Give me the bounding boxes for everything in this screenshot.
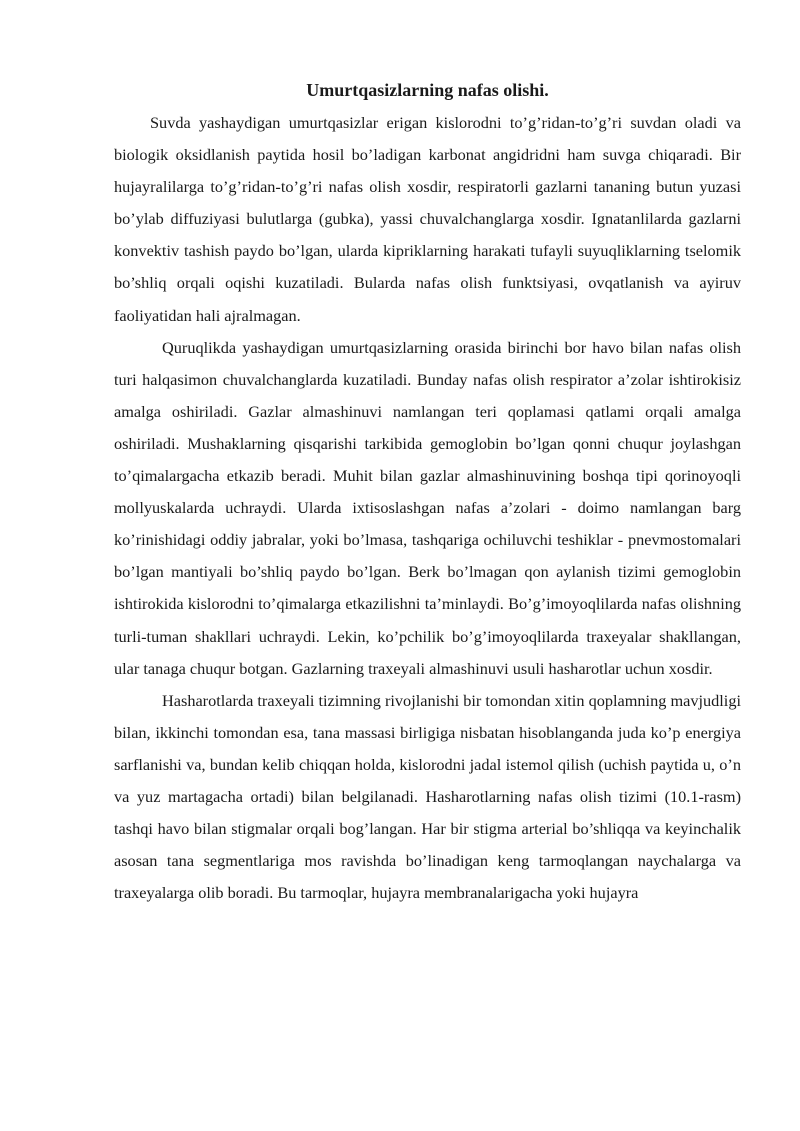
paragraph-aquatic-respiration: Suvda yashaydigan umurtqasizlar erigan kislorodni to’g’ridan-to’g’ri suvdan oladi va biologik oksidlanish paytida hosil bo’ladigan karbonat angidridni ham suvga chiqaradi. Bir hujayralilarga to’g’ridan-to’g’ri nafas olish xosdir, respiratorli gazlarni tananing butun yuzasi bo’ylab diffuziyasi bulutlarga (gubka), yassi chuvalchanglarga xosdir. Ignatanlilarda gazlarni konvektiv tashish paydo bo’lgan, ularda kipriklarning harakati tufayli suyuqliklarning tselomik bo’shliq orqali oqishi kuzatiladi. Bularda nafas olish funktsiyasi, ovqatlanish va ayiruv faoliyatidan hali ajralmagan. — [114, 113, 741, 325]
paragraph-terrestrial-respiration: Quruqlikda yashaydigan umurtqasizlarning orasida birinchi bor havo bilan nafas olish turi halqasimon chuvalchanglarda kuzatiladi. Bunday nafas olish respirator a’zolar ishtirokisiz amalga oshiriladi. Gazlar almashinuvi namlangan teri qoplamasi qatlami orqali amalga oshiriladi. Mushaklarning qisqarishi tarkibida gemoglobin bo’lgan qonni chuqur joylashgan to’qimalargacha etkazib beradi. Muhit bilan gazlar almashinuvining boshqa tipi qorinoyoqli mollyuskalarda uchraydi. Ularda ixtisoslashgan nafas a’zolari - doimo namlangan barg ko’rinishidagi oddiy jabralar, yoki bo’lmasa, tashqariga ochiluvchi teshiklar - pnevmostomalari bo’lgan mantiyali bo’shliq paydo bo’lgan. Berk bo’lmagan qon aylanish tizimi gemoglobin ishtirokida kislorodni to’qimalarga etkazilishni ta’minlaydi. Bo’g’imoyoqlilarda nafas olishning turli-tuman shakllari uchraydi. Lekin, ko’pchilik bo’g’imoyoqlilarda traxeyalar shakllangan, ular tanaga chuqur botgan. Gazlarning traxeyali almashinuvi usuli hasharotlar uchun xosdir. — [114, 337, 741, 678]
document-body — [114, 76, 741, 909]
document-title: Umurtqasizlarning nafas olishi. — [306, 80, 549, 100]
paragraph-insect-tracheal-system: Hasharotlarda traxeyali tizimning rivojlanishi bir tomondan xitin qoplamning mavjudligi bilan, ikkinchi tomondan esa, tana massasi birligiga nisbatan hisoblanganda juda ko’p energiya sarflanishi va, bundan kelib chiqqan holda, kislorodni jadal istemol qilish (uchish paytida u, o’n va yuz martagacha ortadi) bilan belgilanadi. Hasharotlarning nafas olish tizimi (10.1-rasm) tashqi havo bilan stigmalar orqali bog’langan. Har bir stigma arterial bo’shliqqa va keyinchalik asosan tana segmentlariga mos ravishda bo’linadigan keng tarmoqlangan naychalarga va traxeyalarga olib boradi. Bu tarmoqlar, hujayra membranalarigacha yoki hujayra — [114, 690, 741, 903]
